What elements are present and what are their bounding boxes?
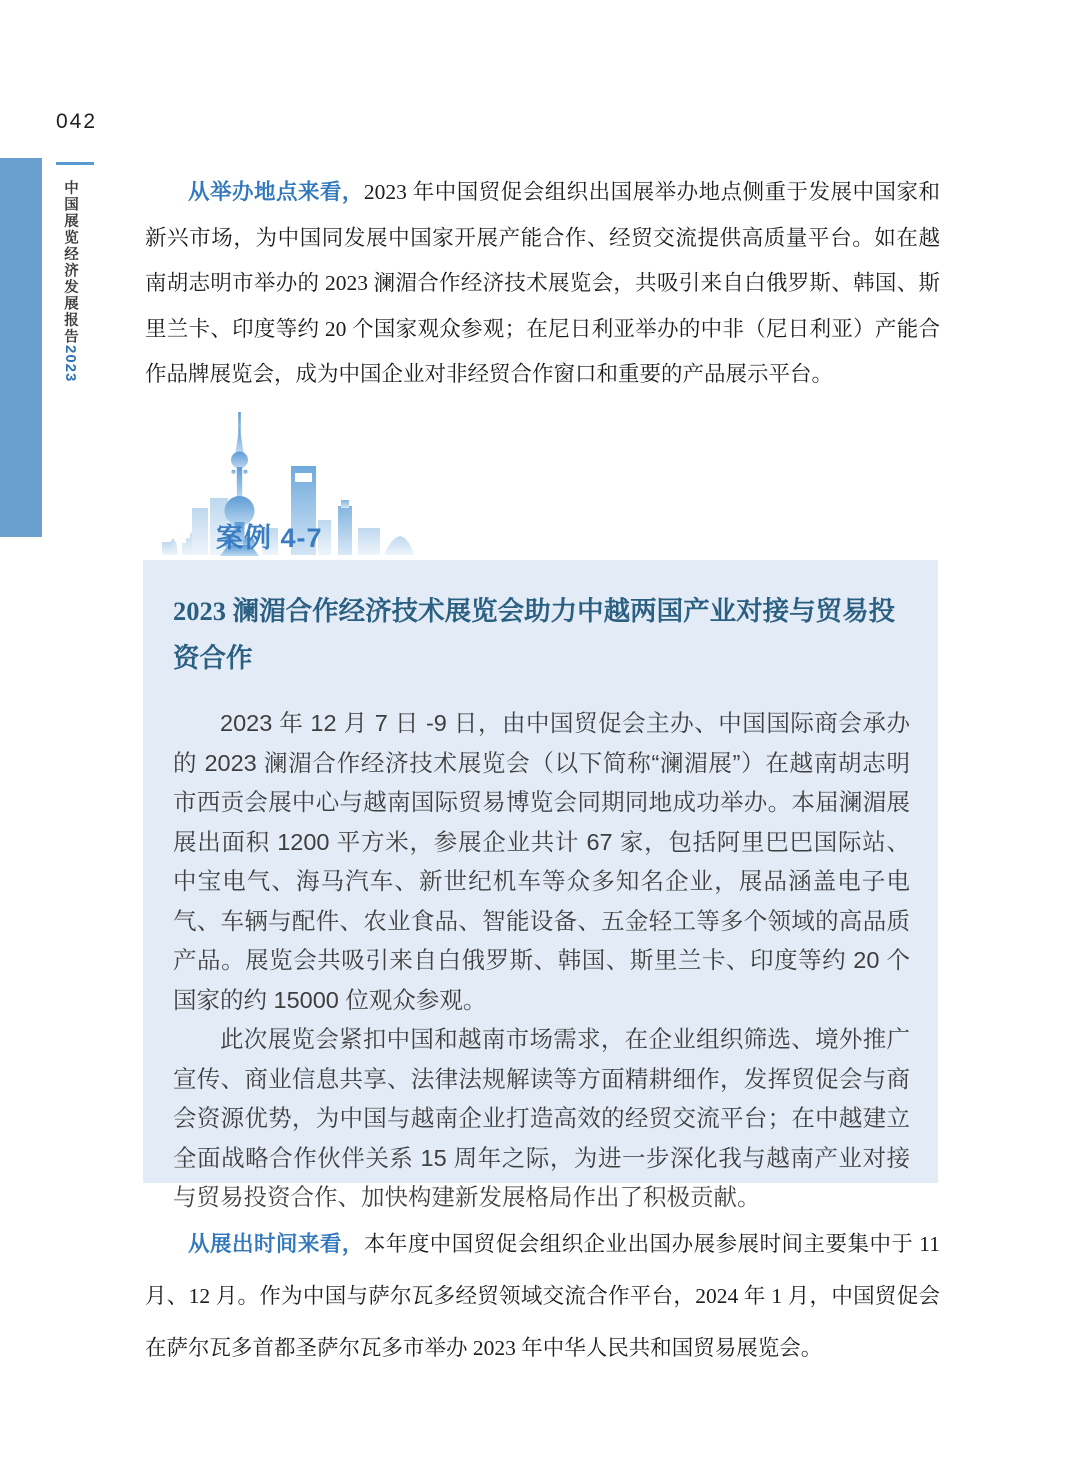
paragraph-by-time-text: 本年度中国贸促会组织企业出国办展参展时间主要集中于 11 月、12 月。作为中国与萨尔瓦多经贸领域交流合作平台，2024 年 1 月，中国贸促会在萨尔瓦多首都圣萨尔瓦多市举办 2023 年中华人民共和国贸易展览会。 (145, 1232, 940, 1360)
paragraph-by-location-text: 2023 年中国贸促会组织出国展举办地点侧重于发展中国家和新兴市场，为中国同发展中国家开展产能合作、经贸交流提供高质量平台。如在越南胡志明市举办的 2023 澜湄合作经济技术展览会，共吸引来自白俄罗斯、韩国、斯里兰卡、印度等约 20 个国家观众参观；在尼日利亚举办的中非（尼日利亚）产能合作品牌展览会，成为中国企业对非经贸合作窗口和重要的产品展示平台。 (145, 180, 940, 386)
case-body (143, 704, 938, 1218)
sidebar-title-year: 2023 (62, 345, 79, 383)
sidebar-title-text: 中国展览经济发展报告 (62, 180, 78, 345)
sidebar-rule (56, 162, 94, 165)
page-number: 042 (56, 110, 98, 133)
case-box (143, 560, 938, 1210)
lead-in-by-time: 从展出时间来看， (188, 1232, 364, 1256)
sidebar-vertical-title (60, 180, 81, 420)
lead-in-by-location: 从举办地点来看， (188, 180, 364, 204)
case-title: 2023 澜湄合作经济技术展览会助力中越两国产业对接与贸易投资合作 (173, 596, 896, 673)
case-paragraph-2: 此次展览会紧扣中国和越南市场需求，在企业组织筛选、境外推广宣传、商业信息共享、法律法规解读等方面精耕细作，发挥贸促会与商会资源优势，为中国与越南企业打造高效的经贸交流平台；在中越建立全面战略合作伙伴关系 15 周年之际，为进一步深化我与越南产业对接与贸易投资合作、加快构建新发展格局作出了积极贡献。 (173, 1026, 910, 1210)
sidebar-accent-bar (0, 158, 42, 537)
case-paragraph-1: 2023 年 12 月 7 日 -9 日，由中国贸促会主办、中国国际商会承办的 2023 澜湄合作经济技术展览会（以下简称“澜湄展”）在越南胡志明市西贡会展中心与越南国际贸易博览会同期同地成功举办。本届澜湄展展出面积 1200 平方米，参展企业共计 67 家，包括阿里巴巴国际站、中宝电气、海马汽车、新世纪机车等众多知名企业，展品涵盖电子电气、车辆与配件、农业食品、智能设备、五金轻工等多个领域的高品质产品。展览会共吸引来自白俄罗斯、韩国、斯里兰卡、印度等约 20 个国家的约 15000 位观众参观。 (173, 710, 910, 1013)
case-label: 案例 4-7 (216, 523, 323, 553)
paragraph-by-location (145, 170, 940, 398)
paragraph-by-time (145, 1218, 940, 1374)
